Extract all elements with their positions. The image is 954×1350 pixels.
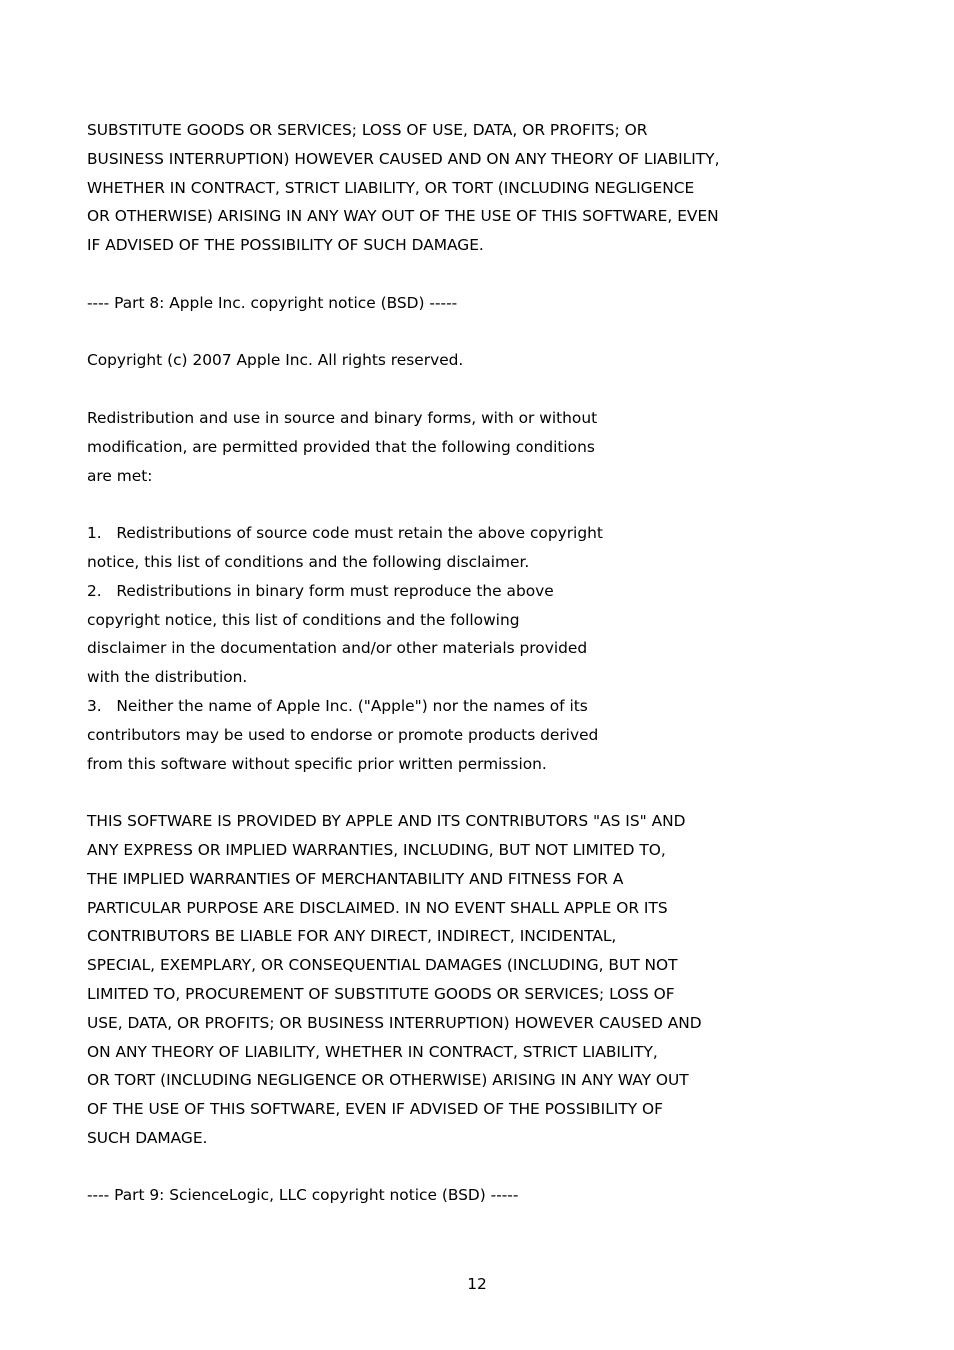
condition-line: disclaimer in the documentation and/or other materials provided — [87, 639, 588, 658]
redistribution-intro — [87, 404, 847, 490]
condition-line: 2. Redistributions in binary form must reproduce the above — [87, 581, 554, 600]
spacer — [87, 1153, 847, 1182]
condition-line: 1. Redistributions of source code must retain the above copyright — [87, 524, 603, 543]
condition-line: from this software without specific prior written permission. — [87, 754, 547, 773]
text-line: OR TORT (INCLUDING NEGLIGENCE OR OTHERWISE) ARISING IN ANY WAY OUT — [87, 1071, 689, 1090]
conditions-list — [87, 519, 847, 778]
part8-heading: ---- Part 8: Apple Inc. copyright notice (BSD) ----- — [87, 293, 458, 312]
text-line: THE IMPLIED WARRANTIES OF MERCHANTABILITY AND FITNESS FOR A — [87, 869, 624, 888]
text-line: SUCH DAMAGE. — [87, 1128, 208, 1147]
condition-line: notice, this list of conditions and the following disclaimer. — [87, 552, 530, 571]
page-number: 12 — [467, 1275, 487, 1293]
text-line: SPECIAL, EXEMPLARY, OR CONSEQUENTIAL DAMAGES (INCLUDING, BUT NOT — [87, 956, 678, 975]
text-line: USE, DATA, OR PROFITS; OR BUSINESS INTERRUPTION) HOWEVER CAUSED AND — [87, 1013, 702, 1032]
condition-line: copyright notice, this list of conditions and the following — [87, 610, 520, 629]
text-line: IF ADVISED OF THE POSSIBILITY OF SUCH DAMAGE. — [87, 236, 484, 255]
part9-heading: ---- Part 9: ScienceLogic, LLC copyright notice (BSD) ----- — [87, 1186, 519, 1205]
spacer — [87, 490, 847, 519]
spacer — [87, 318, 847, 347]
page-body — [87, 116, 847, 1210]
text-line: PARTICULAR PURPOSE ARE DISCLAIMED. IN NO EVENT SHALL APPLE OR ITS — [87, 898, 668, 917]
spacer — [87, 375, 847, 404]
text-line: THIS SOFTWARE IS PROVIDED BY APPLE AND ITS CONTRIBUTORS "AS IS" AND — [87, 812, 686, 831]
condition-line: with the distribution. — [87, 668, 248, 687]
text-line: CONTRIBUTORS BE LIABLE FOR ANY DIRECT, INDIRECT, INCIDENTAL, — [87, 927, 617, 946]
text-line: WHETHER IN CONTRACT, STRICT LIABILITY, OR TORT (INCLUDING NEGLIGENCE — [87, 178, 695, 197]
spacer — [87, 778, 847, 807]
text-line: OF THE USE OF THIS SOFTWARE, EVEN IF ADVISED OF THE POSSIBILITY OF — [87, 1100, 663, 1119]
text-line: Redistribution and use in source and binary forms, with or without — [87, 408, 598, 427]
text-line: SUBSTITUTE GOODS OR SERVICES; LOSS OF USE, DATA, OR PROFITS; OR — [87, 121, 648, 139]
text-line: modification, are permitted provided that the following conditions — [87, 437, 595, 456]
apple-copyright-line: Copyright (c) 2007 Apple Inc. All rights reserved. — [87, 351, 464, 370]
text-line: BUSINESS INTERRUPTION) HOWEVER CAUSED AND ON ANY THEORY OF LIABILITY, — [87, 149, 720, 168]
disclaimer-paragraph — [87, 807, 847, 1153]
continuation-paragraph — [87, 116, 847, 260]
text-line: LIMITED TO, PROCUREMENT OF SUBSTITUTE GOODS OR SERVICES; LOSS OF — [87, 984, 675, 1003]
spacer — [87, 260, 847, 289]
text-line: ON ANY THEORY OF LIABILITY, WHETHER IN CONTRACT, STRICT LIABILITY, — [87, 1042, 658, 1061]
condition-line: contributors may be used to endorse or promote products derived — [87, 725, 599, 744]
text-line: OR OTHERWISE) ARISING IN ANY WAY OUT OF THE USE OF THIS SOFTWARE, EVEN — [87, 207, 719, 226]
text-line: are met: — [87, 466, 153, 485]
text-line: ANY EXPRESS OR IMPLIED WARRANTIES, INCLUDING, BUT NOT LIMITED TO, — [87, 840, 666, 859]
condition-line: 3. Neither the name of Apple Inc. ("Apple") nor the names of its — [87, 696, 588, 715]
